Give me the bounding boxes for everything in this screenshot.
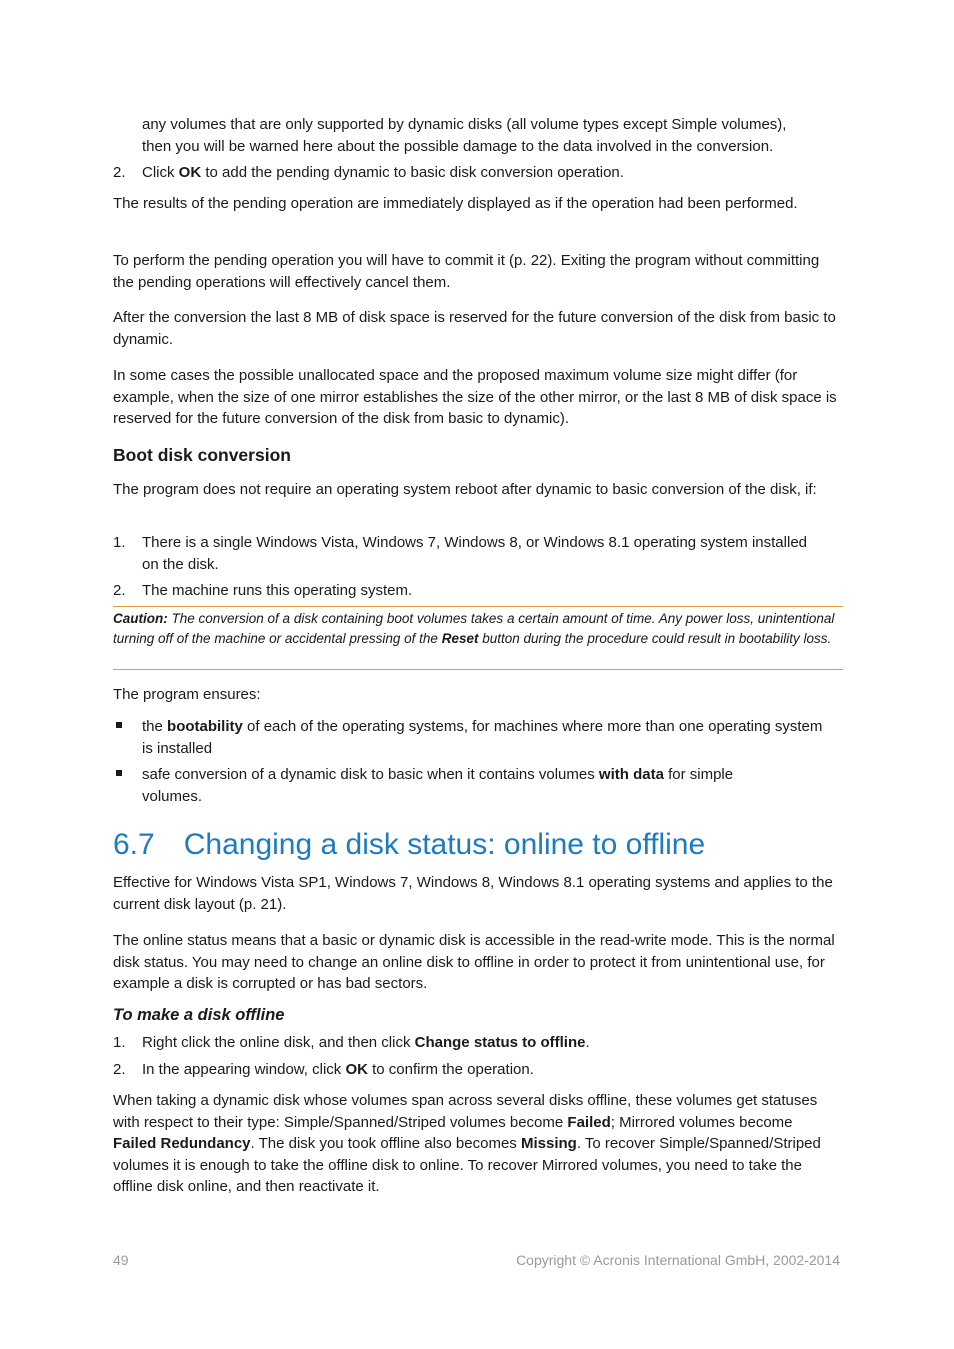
continuation-line-1: any volumes that are only supported by dynamic disks (all volume types except Simple volumes),	[142, 116, 787, 133]
step-2-number: 2.	[113, 164, 126, 181]
boot-heading: Boot disk conversion	[113, 445, 291, 465]
step-2-text: Click OK to add the pending dynamic to basic disk conversion operation.	[142, 164, 624, 181]
section-title: Changing a disk status: online to offline	[183, 828, 706, 861]
ensures-intro: The program ensures:	[113, 686, 261, 703]
offline-step-2-number: 2.	[113, 1061, 126, 1078]
caution-label: Caution:	[113, 611, 168, 626]
continuation-line-2: then you will be warned here about the possible damage to the data involved in the conversion.	[142, 137, 774, 155]
procedure-title: To make a disk offline	[113, 1006, 285, 1024]
paragraph-results: The results of the pending operation are immediately displayed as if the operation had been performed.	[113, 195, 798, 212]
boot-item-2-text: The machine runs this operating system.	[142, 582, 413, 599]
paragraph-commit: To perform the pending operation you will have to commit it (p. 22). Exiting the program without committing the pending operations will effectively cancel them.	[113, 252, 820, 291]
offline-step-1-number: 1.	[113, 1034, 126, 1051]
offline-step-2-text: In the appearing window, click OK to confirm the operation.	[142, 1061, 534, 1078]
offline-step-1-text: Right click the online disk, and then click Change status to offline.	[142, 1034, 590, 1051]
section-online-status: The online status means that a basic or dynamic disk is accessible in the read-write mode. This is the normal disk status. You may need to change an online disk to offline in order to protect it from unintentional use, for example a disk is corrupted or has bad sectors.	[113, 932, 835, 992]
boot-item-2-number: 2.	[113, 582, 126, 599]
bullet-marker	[116, 722, 122, 728]
caution-box	[113, 606, 843, 670]
bullet-bootability: the bootability of each of the operating systems, for machines where more than one operating system is installed	[142, 718, 823, 757]
section-number: 6.7	[113, 828, 155, 861]
boot-intro: The program does not require an operating system reboot after dynamic to basic conversion of the disk, if:	[113, 481, 817, 498]
continuation-text	[142, 114, 852, 157]
section-heading	[113, 827, 705, 863]
bullet-safe-conversion: safe conversion of a dynamic disk to basic when it contains volumes with data for simple volumes.	[142, 766, 734, 805]
paragraph-unallocated: In some cases the possible unallocated space and the proposed maximum volume size might differ (for example, when the size of one mirror establishes the size of the other mirror, or the last 8 MB of disk space is reserved for the future conversion of the disk from basic to dynamic).	[113, 367, 837, 427]
footer-copyright: Copyright © Acronis International GmbH, 2002-2014	[516, 1252, 840, 1268]
section-effective: Effective for Windows Vista SP1, Windows 7, Windows 8, Windows 8.1 operating systems and applies to the current disk layout (p. 21).	[113, 874, 833, 913]
paragraph-reserved: After the conversion the last 8 MB of disk space is reserved for the future conversion of the disk from basic to dynamic.	[113, 309, 836, 348]
bullet-marker	[116, 770, 122, 776]
boot-item-1-number: 1.	[113, 534, 126, 551]
caution-text: Caution: The conversion of a disk containing boot volumes takes a certain amount of time. Any power loss, unintentional turning off of the machine or accidental pressing of the Reset button during the procedure could result in bootability loss.	[113, 611, 835, 646]
section-final-paragraph: When taking a dynamic disk whose volumes span across several disks offline, these volumes get statuses with respect to their type: Simple/Spanned/Striped volumes become Failed; Mirrored volumes become Failed Redundancy. The disk you took offline also becomes Missing. To recover Simple/Spanned/Striped volumes it is enough to take the offline disk to online. To recover Mirrored volumes, you need to take the offline disk online, and then reactivate it.	[113, 1092, 821, 1195]
page-number: 49	[113, 1252, 129, 1268]
boot-item-1-text: There is a single Windows Vista, Windows 7, Windows 8, or Windows 8.1 operating system installed on the disk.	[142, 534, 808, 573]
